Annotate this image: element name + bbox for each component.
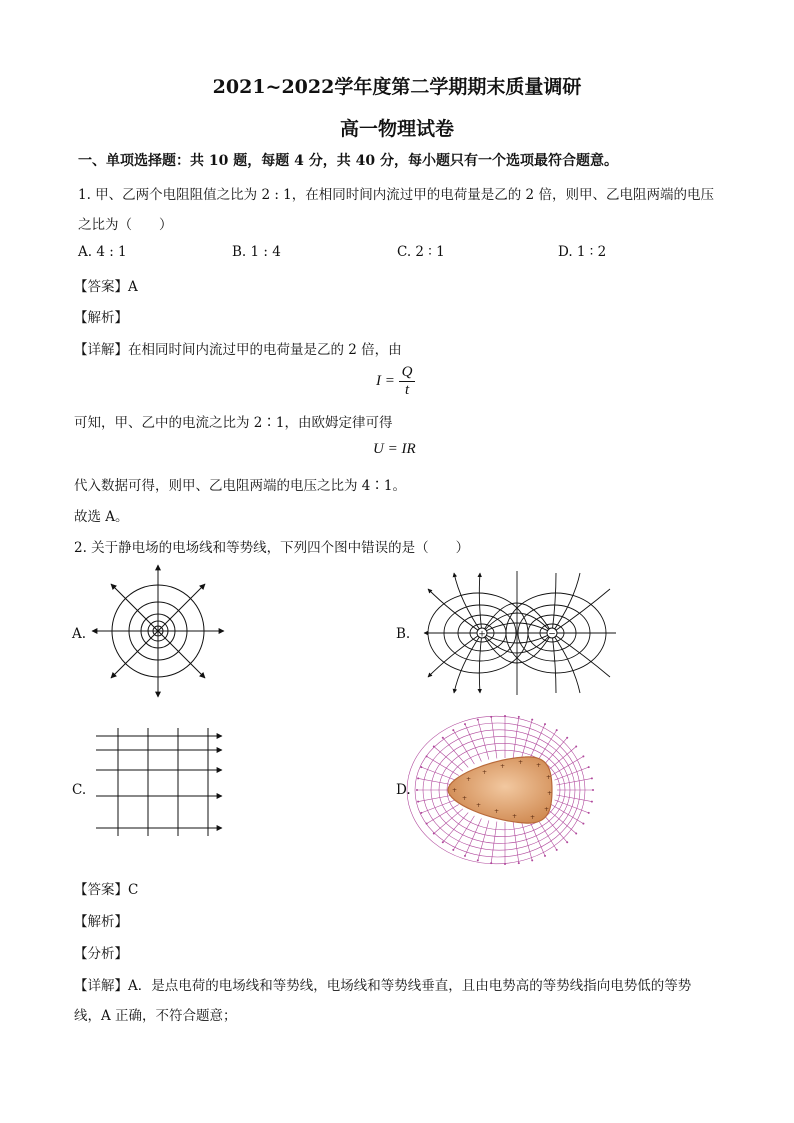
field-line-d (453, 730, 474, 764)
field-arrow-tip-d (477, 859, 479, 861)
field-line-d (529, 819, 545, 856)
q2-stem: 2. 关于静电场的电场线和等势线，下列四个图中错误的是（ ） (74, 540, 470, 556)
field-arrow-tip-d (556, 849, 558, 851)
field-line-d (529, 724, 545, 761)
field-arrow-tip-d (417, 801, 419, 803)
formula-fraction (399, 364, 416, 399)
formula-lhs: I = (376, 372, 395, 389)
field-line-d (434, 747, 463, 772)
q1-detail-line2: 可知，甲、乙中的电流之比为 2∶1，由欧姆定律可得 (74, 415, 393, 431)
q2-detail-line1 (74, 974, 691, 994)
field-arrow-tip-d (417, 777, 419, 779)
section-heading: 一、单项选择题：共 10 题，每题 4 分，共 40 分，每小题只有一个选项最符合题意。 (78, 153, 618, 169)
field-arrow-tip-d (591, 801, 593, 803)
field-arrow-tip-d (592, 789, 594, 791)
field-arrow-tip-d (464, 855, 466, 857)
field-arrow-tip-d (566, 841, 568, 843)
field-arrow-tip-d (582, 755, 584, 757)
svg-text:+: + (536, 762, 542, 769)
field-arrow-tip-d (588, 812, 590, 814)
field-arrow-tip-d (518, 716, 520, 718)
q1-stem-line2: 之比为（ ） (78, 217, 173, 233)
positive-charge-symbol: + (478, 629, 486, 640)
field-arrow-tip-d (588, 766, 590, 768)
field-arrow-tip-d (556, 729, 558, 731)
figure-b-dipole (420, 571, 620, 695)
q1-option-d: D. 1 ∶ 2 (558, 244, 607, 260)
q2-analysis-label: 【解析】 (74, 914, 128, 930)
detail-label: 【详解】 (74, 342, 128, 358)
field-arrow-tip-d (442, 841, 444, 843)
field-arrow-tip-d (531, 719, 533, 721)
svg-text:+: + (452, 787, 458, 794)
figure-c-label: C. (72, 782, 87, 798)
q1-detail-line3: 代入数据可得，则甲、乙电阻两端的电压之比为 4∶1。 (74, 478, 406, 494)
field-arrow-tip-d (416, 789, 418, 791)
svg-text:+: + (518, 759, 524, 766)
q1-option-c: C. 2 ∶ 1 (397, 244, 445, 260)
field-arrow-tip-d (591, 777, 593, 779)
field-arrow-tip-d (477, 719, 479, 721)
q1-conclusion: 故选 A。 (74, 509, 129, 525)
formula-ohm: U = IR (373, 441, 416, 457)
figure-d-conductor (420, 715, 600, 865)
q1-analysis-label: 【解析】 (74, 310, 128, 326)
field-arrow-tip-d (544, 855, 546, 857)
field-arrow-tip-d (464, 723, 466, 725)
detail-text: A．是点电荷的电场线和等势线，电场线和等势线垂直，且由电势高的等势线指向电势低的等势 (128, 978, 692, 994)
q1-detail-line1 (74, 338, 402, 358)
answer-label: 【答案】 (74, 279, 128, 295)
field-arrow-tip-d (452, 729, 454, 731)
field-arrow-tip-d (452, 849, 454, 851)
field-arrow-tip-d (566, 737, 568, 739)
field-arrow-tip-d (582, 823, 584, 825)
svg-text:+: + (494, 808, 500, 815)
field-arrow-tip-d (442, 737, 444, 739)
field-line-d (427, 756, 459, 775)
field-arrow-tip-d (575, 833, 577, 835)
q1-option-b: B. 1 : 4 (232, 244, 281, 260)
svg-text:+: + (547, 790, 553, 797)
figure-a-point-charge (90, 563, 230, 703)
svg-text:+: + (546, 774, 552, 781)
field-line-d (434, 809, 463, 834)
figure-c-grid (96, 728, 226, 838)
q1-answer (74, 275, 138, 295)
field-arrow-tip-d (518, 862, 520, 864)
detail-label: 【详解】 (74, 978, 128, 994)
formula-numerator: Q (399, 364, 416, 382)
negative-charge-symbol: − (548, 629, 556, 640)
answer-label: 【答案】 (74, 882, 128, 898)
field-line-d (427, 805, 459, 824)
field-arrow-tip-d (575, 746, 577, 748)
answer-value: A (128, 279, 138, 295)
svg-text:+: + (544, 806, 550, 813)
figure-b-label: B. (396, 626, 411, 642)
svg-text:+: + (462, 795, 468, 802)
field-arrow-tip-d (531, 859, 533, 861)
field-line-d (421, 767, 455, 780)
field-line-d (453, 816, 474, 850)
exam-subtitle: 高一物理试卷 (339, 118, 454, 140)
svg-text:+: + (512, 813, 518, 820)
q2-answer (74, 878, 138, 898)
svg-text:+: + (482, 769, 488, 776)
svg-text:+: + (466, 776, 472, 783)
svg-text:+: + (530, 814, 536, 821)
q2-detail-line2: 线，A 正确，不符合题意； (74, 1008, 237, 1024)
formula-denominator: t (404, 382, 410, 398)
field-line-d (421, 800, 455, 813)
formula-current (376, 364, 415, 399)
answer-value: C (128, 882, 139, 898)
exam-title: 2021~2022学年度第二学期期末质量调研 (212, 76, 582, 98)
figure-d-label: D. (396, 782, 411, 798)
q1-stem-line1: 1. 甲、乙两个电阻阻值之比为 2 : 1，在相同时间内流过甲的电荷量是乙的 2 倍，则甲、乙电阻两端的电压 (78, 187, 714, 203)
detail-text: 在相同时间内流过甲的电荷量是乙的 2 倍，由 (128, 342, 402, 358)
q2-analysis-sub: 【分析】 (74, 946, 128, 962)
figure-a-label: A. (72, 626, 87, 642)
q1-option-a: A. 4 : 1 (78, 244, 127, 260)
svg-text:+: + (500, 763, 506, 770)
field-line-d (547, 809, 576, 834)
svg-text:+: + (476, 802, 482, 809)
field-line-d (547, 747, 576, 772)
field-arrow-tip-d (544, 723, 546, 725)
